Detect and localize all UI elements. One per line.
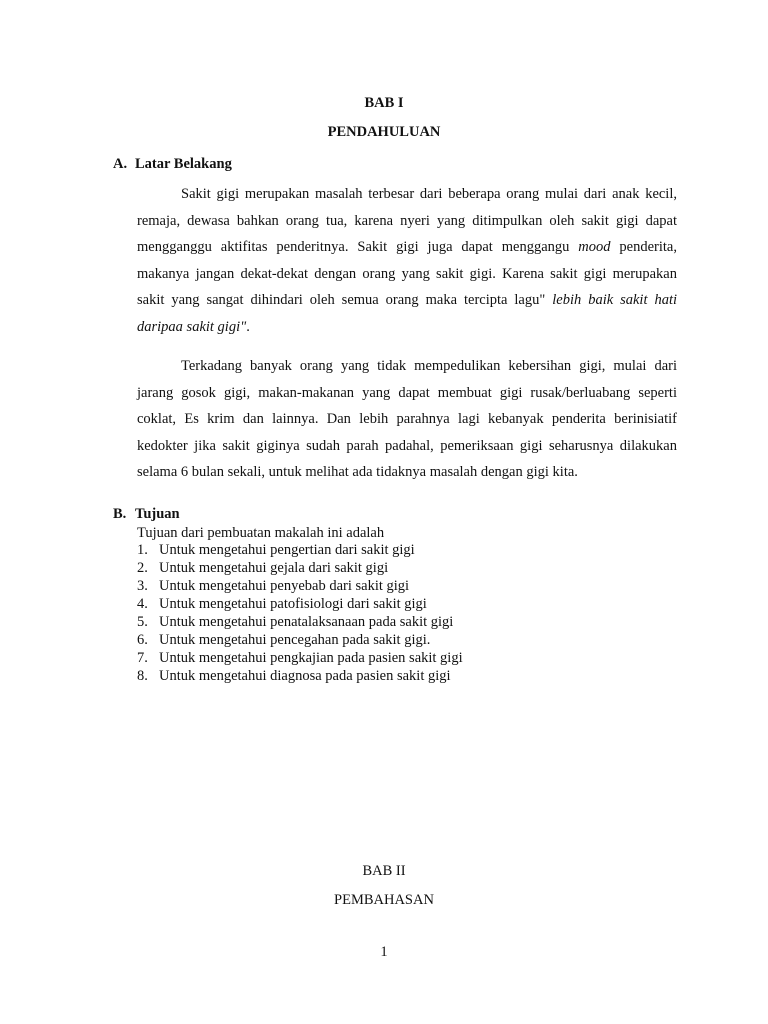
section-a-title: Latar Belakang — [135, 156, 232, 172]
list-item — [137, 577, 463, 595]
list-item — [137, 631, 463, 649]
list-item — [137, 613, 463, 631]
page-number: 1 — [380, 944, 388, 960]
section-a-letter: A. — [113, 156, 128, 172]
list-item-number: 2. — [137, 560, 148, 576]
section-a-heading — [113, 156, 232, 173]
list-item-text: Untuk mengetahui patofisiologi dari sakit gigi — [159, 596, 427, 612]
list-item-text: Untuk mengetahui pengertian dari sakit gigi — [159, 542, 415, 558]
list-item — [137, 649, 463, 667]
list-item — [137, 667, 463, 685]
objectives-intro: Tujuan dari pembuatan makalah ini adalah — [137, 525, 385, 541]
paragraph-emphasis-song: lebih baik sakit hati daripaa sakit gigi" — [137, 292, 677, 335]
objectives-list — [137, 541, 463, 685]
list-item-number: 3. — [137, 578, 148, 594]
paragraph-latar-belakang-2: Terkadang banyak orang yang tidak mempedulikan kebersihan gigi, mulai dari jarang gosok gigi, makan-makanan yang dapat membuat gigi rusak/berluabang seperti coklat, Es krim dan lainnya. Dan lebih parahnya lagi kebanyak penderita berinisiatif kedokter jika sakit giginya sudah parah padahal, pemeriksaan gigi seharusnya dilakukan selama 6 bulan sekali, untuk melihat ada tidaknya masalah dengan gigi kita. — [137, 358, 677, 481]
paragraph-latar-belakang-1 — [137, 181, 677, 341]
paragraph-emphasis-mood: mood — [578, 239, 611, 256]
list-item-number: 4. — [137, 596, 148, 612]
section-b-letter: B. — [113, 506, 127, 522]
list-item-text: Untuk mengetahui pencegahan pada sakit gigi. — [159, 632, 431, 648]
list-item-text: Untuk mengetahui penyebab dari sakit gigi — [159, 578, 410, 594]
paragraph-text: . — [246, 318, 250, 335]
chapter-label: BAB I — [364, 95, 404, 111]
list-item-number: 1. — [137, 542, 148, 558]
list-item — [137, 559, 463, 577]
list-item-text: Untuk mengetahui penatalaksanaan pada sakit gigi — [159, 614, 454, 630]
list-item-number: 7. — [137, 650, 148, 666]
list-item-number: 6. — [137, 632, 148, 648]
chapter-title: PENDAHULUAN — [327, 124, 441, 140]
list-item-number: 8. — [137, 668, 148, 684]
list-item — [137, 595, 463, 613]
list-item-text: Untuk mengetahui diagnosa pada pasien sakit gigi — [159, 668, 451, 684]
list-item — [137, 541, 463, 559]
list-item-number: 5. — [137, 614, 148, 630]
list-item-text: Untuk mengetahui gejala dari sakit gigi — [159, 560, 389, 576]
list-item-text: Untuk mengetahui pengkajian pada pasien sakit gigi — [159, 650, 463, 666]
chapter-2-title: PEMBAHASAN — [334, 892, 434, 908]
paragraph-text: Sakit gigi merupakan masalah terbesar dari beberapa orang mulai dari anak kecil, remaja, dewasa bahkan orang tua, karena nyeri yang ditimpulkan oleh sakit gigi dapat mengganggu aktifitas penderitnya. Sakit gigi juga dapat menggangu — [137, 186, 677, 256]
paragraph-text: penderita, makanya jangan dekat-dekat dengan orang yang sakit gigi. Karena sakit gigi merupakan sakit yang sangat dihindari oleh semua orang maka tercipta lagu" — [137, 239, 677, 309]
section-b-title: Tujuan — [135, 506, 180, 522]
section-b-heading — [113, 506, 180, 523]
chapter-2-label: BAB II — [362, 863, 406, 879]
